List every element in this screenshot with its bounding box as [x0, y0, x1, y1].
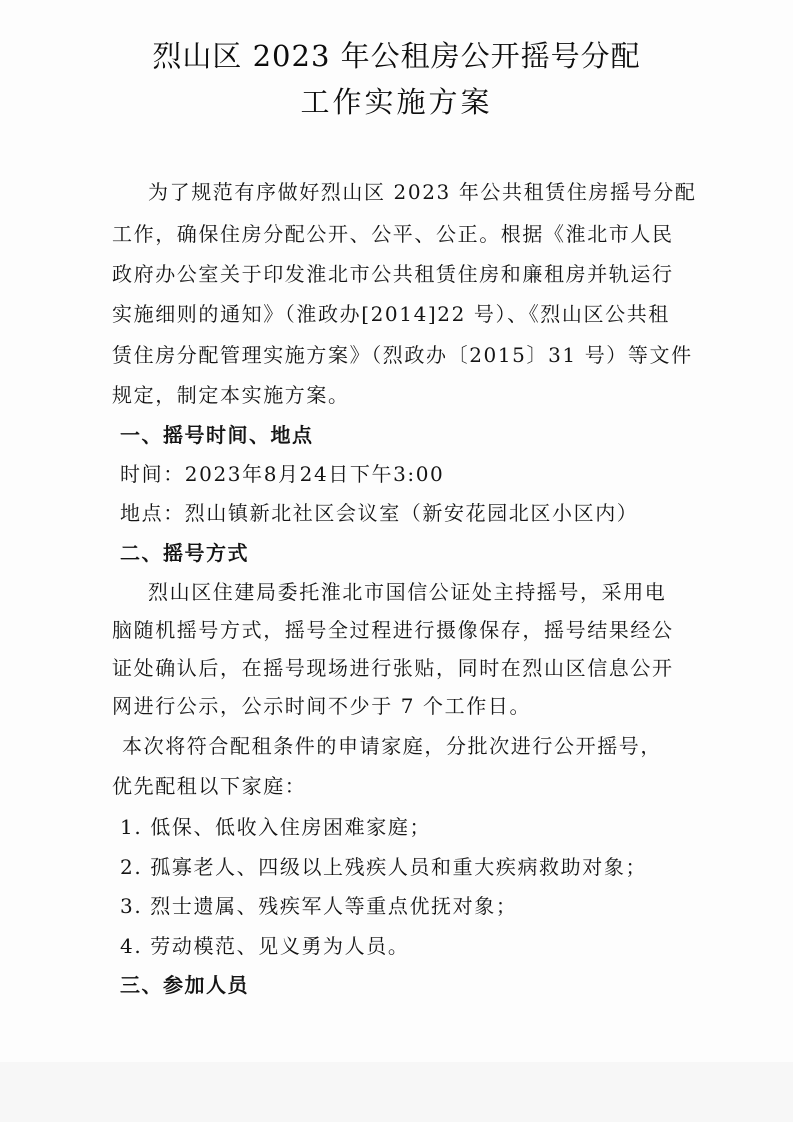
batch-line: 优先配租以下家庭： [112, 774, 307, 798]
priority-item: 2. 孤寡老人、四级以上残疾人员和重大疾病救助对象； [120, 855, 648, 879]
intro-line: 为了规范有序做好烈山区 2023 年公共租赁住房摇号分配 [148, 180, 697, 204]
section-heading-time-place: 一、摇号时间、地点 [120, 423, 314, 447]
method-line: 脑随机摇号方式，摇号全过程进行摄像保存，摇号结果经公 [112, 618, 674, 642]
batch-line: 本次将符合配租条件的申请家庭，分批次进行公开摇号， [122, 734, 662, 758]
intro-line: 赁住房分配管理实施方案》（烈政办〔2015〕31 号）等文件 [112, 343, 693, 367]
place-line: 地点：烈山镇新北社区会议室（新安花园北区小区内） [120, 501, 639, 525]
intro-line: 工作，确保住房分配公开、公平、公正。根据《淮北市人民 [112, 222, 674, 246]
document-title-line2: 工作实施方案 [300, 85, 493, 119]
intro-line: 政府办公室关于印发淮北市公共租赁住房和廉租房并轨运行 [112, 262, 674, 286]
priority-item: 3. 烈士遗属、残疾军人等重点优抚对象； [120, 894, 518, 918]
intro-line: 规定，制定本实施方案。 [112, 383, 350, 407]
section-heading-participants: 三、参加人员 [120, 973, 249, 997]
time-line: 时间：2023年8月24日下午3:00 [120, 462, 445, 486]
method-line: 烈山区住建局委托淮北市国信公证处主持摇号，采用电 [148, 580, 667, 604]
section-heading-method: 二、摇号方式 [120, 541, 249, 565]
method-line: 证处确认后，在摇号现场进行张贴，同时在烈山区信息公开 [112, 656, 674, 680]
priority-item: 1. 低保、低收入住房困难家庭； [120, 815, 432, 839]
intro-line: 实施细则的通知》（淮政办[2014]22 号）、《烈山区公共租 [112, 302, 670, 326]
document-title-line1: 烈山区 2023 年公租房公开摇号分配 [152, 39, 641, 73]
page-bottom-margin [0, 1062, 793, 1122]
method-line: 网进行公示，公示时间不少于 7 个工作日。 [112, 694, 532, 718]
priority-item: 4. 劳动模范、见义勇为人员。 [120, 934, 410, 958]
